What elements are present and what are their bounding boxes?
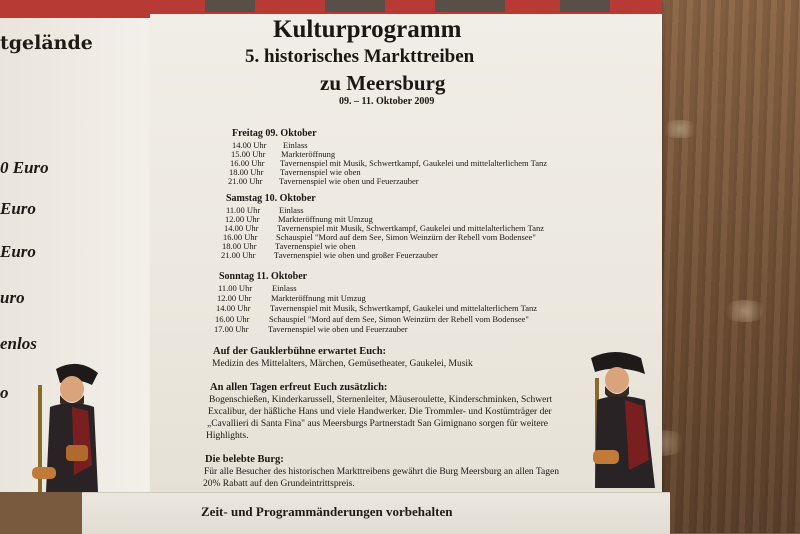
event-time: 15.00 Uhr: [231, 149, 266, 159]
left-poster-price: Euro: [0, 242, 36, 261]
left-poster-price: Euro: [0, 199, 36, 218]
event-time: 21.00 Uhr: [228, 176, 263, 186]
section-text: Medizin des Mittelalters, Märchen, Gemüsetheater, Gaukelei, Musik: [212, 359, 473, 369]
event-text: Tavernenspiel wie oben und großer Feuerzauber: [274, 250, 438, 260]
section-heading-burg: Die belebte Burg:: [205, 454, 284, 465]
event-time: 21.00 Uhr: [221, 250, 256, 260]
section-text: Für alle Besucher des historischen Markttreibens gewährt die Burg Meersburg an allen Tagen: [204, 467, 559, 477]
day-heading-friday: Freitag 09. Oktober: [232, 128, 317, 139]
event-time: 14.00 Uhr: [216, 303, 251, 313]
section-text: „Cavallieri di Santa Fina" aus Meersburgs Partnerstadt San Gimignano sorgen für weitere: [207, 419, 548, 429]
event-text: Tavernenspiel wie oben: [275, 241, 356, 251]
event-text: Schauspiel "Mord auf dem See, Simon Weinzürn der Rebell vom Bodensee": [269, 314, 529, 324]
event-time: 11.00 Uhr: [226, 205, 261, 215]
banner-photo: [325, 0, 385, 12]
event-text: Tavernenspiel mit Musik, Schwertkampf, Gaukelei und mittelalterlichem Tanz: [280, 158, 548, 168]
section-text: Highlights.: [206, 431, 249, 441]
poster-location: zu Meersburg: [320, 71, 446, 95]
banner-photo: [560, 0, 610, 12]
wood-knot: [720, 300, 770, 322]
left-poster-price: uro: [0, 288, 25, 307]
footer-notice: Zeit- und Programmänderungen vorbehalten: [201, 504, 453, 519]
poster-banner: [150, 0, 662, 14]
left-poster-title: tgelände: [0, 32, 93, 54]
left-poster-price: enlos: [0, 334, 37, 353]
event-text: Schauspiel "Mord auf dem See, Simon Weinzürn der Rebell vom Bodensee": [276, 232, 536, 242]
event-text: Einlass: [279, 205, 304, 215]
event-text: Tavernenspiel mit Musik, Schwertkampf, Gaukelei und mittelalterlichem Tanz: [277, 223, 545, 233]
event-text: Markteröffnung mit Umzug: [278, 214, 373, 224]
section-text: Bogenschießen, Kinderkarussell, Sternenleiter, Mäuseroulette, Kinderschminken, Schwert: [209, 395, 553, 405]
wood-knot: [660, 120, 700, 138]
event-text: Markteröffnung mit Umzug: [271, 293, 366, 303]
event-text: Tavernenspiel wie oben und Feuerzauber: [268, 324, 408, 334]
event-text: Einlass: [283, 140, 308, 150]
section-heading-gauklerbuehne: Auf der Gauklerbühne erwartet Euch:: [213, 346, 387, 357]
event-time: 17.00 Uhr: [214, 324, 249, 334]
day-heading-sunday: Sonntag 11. Oktober: [219, 271, 308, 282]
left-poster-price: 0 Euro: [0, 158, 49, 177]
musketeer-figure-right: [585, 348, 663, 488]
section-text: 20% Rabatt auf den Grundeintrittspreis.: [203, 479, 355, 489]
event-time: 11.00 Uhr: [218, 283, 253, 293]
event-text: Tavernenspiel mit Musik, Schwertkampf, Gaukelei und mittelalterlichem Tanz: [270, 303, 538, 313]
poster-dates: 09. – 11. Oktober 2009: [339, 96, 435, 107]
left-poster-price: o: [0, 383, 9, 402]
event-time: 16.00 Uhr: [215, 314, 250, 324]
section-text: Excalibur, der häßliche Hans und viele Handwerker. Die Trommler- und Kostümträger der: [208, 407, 552, 417]
musketeer-figure-left: [26, 355, 106, 492]
banner-photo: [435, 0, 505, 12]
event-time: 12.00 Uhr: [217, 293, 252, 303]
event-time: 16.00 Uhr: [223, 232, 258, 242]
event-time: 18.00 Uhr: [222, 241, 257, 251]
banner-photo: [205, 0, 255, 12]
event-time: 14.00 Uhr: [232, 140, 267, 150]
section-heading-zusaetzlich: An allen Tagen erfreut Euch zusätzlich:: [210, 382, 388, 393]
event-text: Einlass: [272, 283, 297, 293]
event-time: 14.00 Uhr: [224, 223, 259, 233]
event-text: Tavernenspiel wie oben: [280, 167, 361, 177]
event-time: 12.00 Uhr: [225, 214, 260, 224]
day-heading-saturday: Samstag 10. Oktober: [226, 193, 316, 204]
event-time: 18.00 Uhr: [229, 167, 264, 177]
event-time: 16.00 Uhr: [230, 158, 265, 168]
left-poster-banner: [0, 0, 150, 18]
poster-subtitle: 5. historisches Markttreiben: [245, 46, 475, 67]
event-text: Markteröffnung: [281, 149, 336, 159]
event-text: Tavernenspiel wie oben und Feuerzauber: [279, 176, 419, 186]
poster-title: Kulturprogramm: [273, 16, 462, 43]
